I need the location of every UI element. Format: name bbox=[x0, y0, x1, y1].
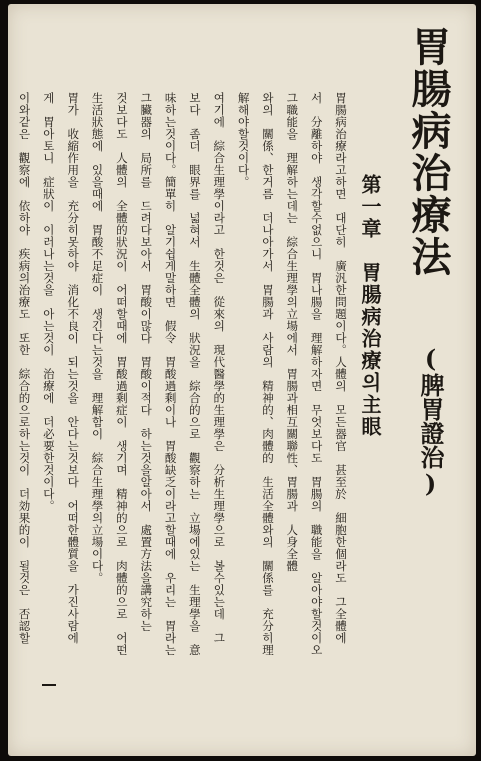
text-column: 와의 關係、한거름 더나아가서 胃腸과 사람의 精神的、肉體的 生活全體와의 關係를 充分히理 bbox=[260, 92, 275, 656]
book-page bbox=[8, 4, 476, 756]
page-number-mark bbox=[42, 684, 56, 686]
page-subtitle: (脾胃證治) bbox=[416, 344, 445, 498]
page-title: 胃腸病治療法 bbox=[405, 26, 452, 278]
body-text bbox=[17, 92, 348, 656]
text-column: 胃腸病治療라고하면 대단히 廣汎한問題이다。人體의 모든器官 甚至於 細胞한個라도 그全體에 bbox=[333, 92, 348, 644]
text-column: 味하는것이다。簡單히 알기쉽게말하면 假令 胃酸過剩이나 胃酸缺乏이라고할때에 우리는 胃라는 bbox=[163, 92, 178, 656]
text-column: 것보다도 人體의 全體的狀況이 어떠할때에 胃酸過剩症이 생기며 精神的으로 肉體的으로 어떤 bbox=[114, 92, 129, 656]
text-column: 보다 좀더 眼界를 넓혀서 生體全體의 狀況을 綜合的으로 觀察하는 立場에있는 生理學을 意 bbox=[187, 92, 202, 656]
text-column: 生活狀態에 있을때에 胃酸不足症이 생긴다는것을 理解함이 綜合生理學의立場이다。 bbox=[90, 92, 105, 584]
text-column: 그臟器의 局所를 드려다보아서 胃酸이많다 胃酸이적다 하는것을알아서 處置方法을講究하는 bbox=[139, 92, 154, 632]
text-column: 胃가 收縮作用을 充分히못하야 消化不良이 되는것을 안다는것보다 어떠한體質을 가진사람에 bbox=[66, 92, 81, 644]
text-column: 여기에 綜合生理學이라고 한것은 從來의 現代醫學的生理學은 分析生理學으로 볼수있는데 그 bbox=[212, 92, 227, 644]
text-column: 解해야할것이다。 bbox=[236, 92, 251, 188]
text-column: 이와같은 觀察에 依하야 疾病의治療도 또한 綜合的으로하는것이 더効果的이 될것은 否認할 bbox=[17, 92, 32, 644]
text-column: 서 分離하야 생각할수없으니 胃나腸을 理解하자면 무엇보다도 胃腸의 職能을 알아야할것이오 bbox=[309, 92, 324, 656]
chapter-heading: 第一章 胃腸病治療의主眼 bbox=[358, 174, 382, 438]
text-column: 게 胃아토니 症狀이 이러나는것을 아는것이 治療에 더必要한것이다。 bbox=[41, 92, 56, 512]
text-column: 그職能을 理解하는데는 綜合生理學의立場에서 胃腸과相互關聯性、胃腸과 人身全體 bbox=[285, 92, 300, 572]
